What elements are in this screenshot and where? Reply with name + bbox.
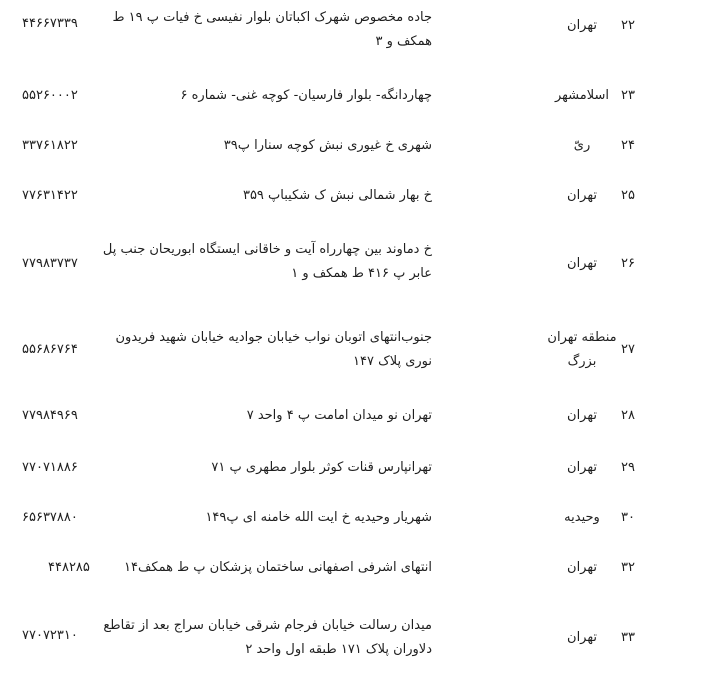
- row-number: ۲۳: [621, 88, 635, 103]
- address-cell: جنوب‌انتهای اتوبان نواب خیابان جوادیه خیابان شهید فریدون نوری پلاک ۱۴۷: [115, 330, 432, 369]
- phone-cell: ۷۷۹۸۳۷۳۷: [22, 256, 78, 271]
- address-cell: تهران نو میدان امامت پ ۴ واحد ۷: [246, 408, 432, 423]
- row-number: ۲۴: [621, 138, 635, 153]
- address-cell: چهاردانگه- بلوار فارسیان- کوچه غنی- شماره ۶: [180, 88, 432, 103]
- phone-cell: ۷۷۹۸۴۹۶۹: [22, 408, 78, 423]
- address-cell: شهریار وحیدیه خ ایت الله خامنه ای پ۱۴۹: [205, 510, 432, 525]
- address-cell: شهری خ غیوری نبش کوچه سنارا پ۳۹: [223, 138, 432, 153]
- city-cell: وحیدیه: [564, 510, 600, 525]
- city-cell: تهران: [567, 256, 597, 271]
- city-cell: تهران: [567, 188, 597, 203]
- phone-cell: ۴۴۶۶۷۳۳۹: [22, 16, 78, 31]
- phone-cell: ۳۳۷۶۱۸۲۲: [22, 138, 78, 153]
- row-number: ۲۹: [621, 460, 635, 475]
- city-cell: تهران: [567, 460, 597, 475]
- row-number: ۲۶: [621, 256, 635, 271]
- city-cell: تهران: [567, 408, 597, 423]
- city-cell: تهران: [567, 560, 597, 575]
- row-number: ۳۳: [621, 630, 635, 645]
- phone-cell: ۵۵۶۸۶۷۶۴: [22, 342, 78, 357]
- phone-cell: ۴۴۸۲۸۵: [48, 560, 90, 575]
- row-number: ۲۲: [621, 18, 635, 33]
- row-number: ۳۲: [621, 560, 635, 575]
- city-cell: اسلامشهر: [555, 88, 609, 103]
- phone-cell: ۷۷۰۷۲۳۱۰: [22, 628, 78, 643]
- phone-cell: ۵۵۲۶۰۰۰۲: [22, 88, 78, 103]
- phone-cell: ۷۷۰۷۱۸۸۶: [22, 460, 78, 475]
- city-cell: تهران: [567, 630, 597, 645]
- address-cell: میدان رسالت خیابان فرجام شرقی خیابان سراج بعد از تقاطع دلاوران پلاک ۱۷۱ طبقه اول واحد ۲: [103, 618, 432, 657]
- address-cell: جاده مخصوص شهرک اکباتان بلوار نفیسی خ فیات پ ۱۹ ط همکف و ۳: [112, 10, 432, 49]
- row-number: ۲۵: [621, 188, 635, 203]
- row-number: ۲۸: [621, 408, 635, 423]
- city-cell: منطقه تهران بزرگ: [547, 330, 617, 369]
- city-cell: تهران: [567, 18, 597, 33]
- row-number: ۳۰: [621, 510, 635, 525]
- city-cell: ریّ: [573, 138, 591, 153]
- phone-cell: ۶۵۶۳۷۸۸۰: [22, 510, 78, 525]
- row-number: ۲۷: [621, 342, 635, 357]
- phone-cell: ۷۷۶۳۱۴۲۲: [22, 188, 78, 203]
- address-cell: تهرانپارس قنات کوثر بلوار مطهری پ ۷۱: [211, 460, 432, 475]
- address-cell: خ دماوند بین چهارراه آیت و خاقانی ایستگاه ابوریحان جنب پل عابر پ ۴۱۶ ط همکف و ۱: [102, 242, 432, 281]
- address-cell: انتهای اشرفی اصفهانی ساختمان پزشکان پ ط همکف۱۴: [123, 560, 432, 575]
- address-cell: خ بهار شمالی نبش ک شکیباپ ۳۵۹: [242, 188, 432, 203]
